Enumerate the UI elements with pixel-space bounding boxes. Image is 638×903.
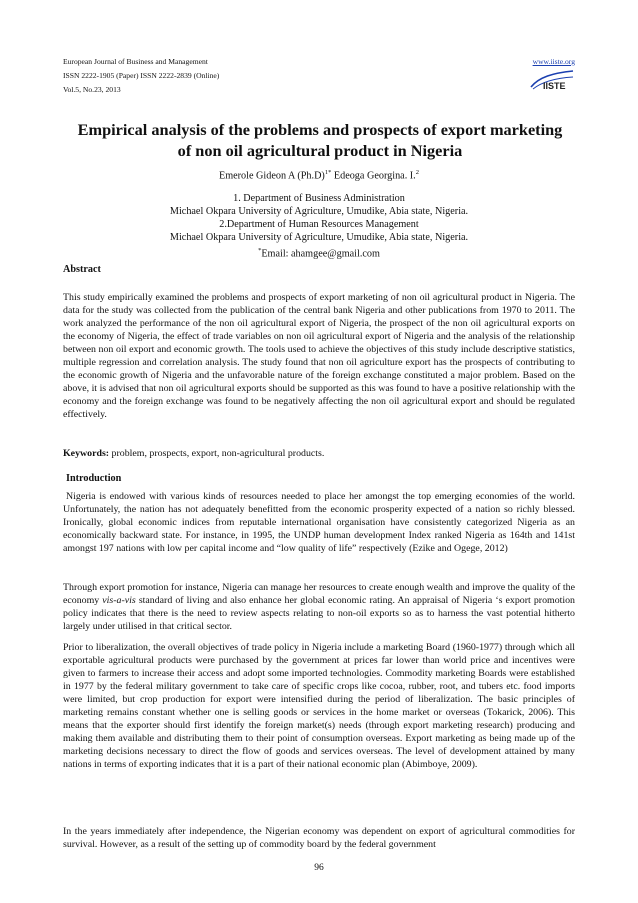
abstract-heading: Abstract xyxy=(63,264,101,275)
intro-paragraph-2 xyxy=(63,582,575,634)
author-line xyxy=(63,166,575,182)
logo-text: IISTE xyxy=(543,81,566,91)
email-marker: * xyxy=(258,246,262,254)
email-text[interactable]: Email: ahamgee@gmail.com xyxy=(261,248,380,260)
journal-header xyxy=(63,55,575,97)
keywords-label: Keywords: xyxy=(63,448,110,459)
paper-title: Empirical analysis of the problems and prospects of export marketing of non oil agricultural product in Nigeria xyxy=(77,120,563,160)
p2-part-a: Through export promotion for instance, Nigeria can manage her resources to create enough wealth and improve the quality of the economy xyxy=(63,582,575,606)
p2-part-b: standard of living and also enhance her global economic rating. An appraisal of Nigeria ‘s export promotion policy indicates that there is the need to review aspects relating to non-oil exports so as to harness the vast potential hitherto largely under utilised in that critical sector. xyxy=(63,594,575,632)
intro-paragraph-4: In the years immediately after independence, the Nigerian economy was dependent on export of agricultural commodities for survival. However, as a result of the setting up of commodity board by the federal government xyxy=(63,826,575,850)
journal-name: European Journal of Business and Management xyxy=(63,57,208,66)
author-1: Emerole Gideon A (Ph.D) xyxy=(219,170,325,182)
abstract-body: This study empirically examined the problems and prospects of export marketing of non oil agricultural product in Nigeria. The data for the study was collected from the publication of the central bank Nigeria and other publications from 1970 to 2011. The work analyzed the performance of the non oil agricultural export of Nigeria, the prospect of the non oil agricultural exports on the economy of Nigeria, the effect of trade variables on non oil agricultural export of Nigeria and the analysis of the relationship between non oil export and economic growth. The tools used to achieve the objectives of this study include descriptive statistics, multiple regression and correlation analysis. The study found that non oil agriculture export has the prospects of contributing to the economic growth of Nigeria and the unfavorable nature of the foreign exchange constituted a major problem. Based on the above, it is advised that non oil agricultural exports should be supported as this was found to have a positive relationship with the economy and the foreign exchange was found to be negatively affecting the non oil agricultural export and should be regulated effectively. xyxy=(63,292,575,420)
affiliation-1-dept: 1. Department of Business Administration xyxy=(233,193,405,204)
journal-issn: ISSN 2222-1905 (Paper) ISSN 2222-2839 (Online) xyxy=(63,71,220,80)
keywords xyxy=(63,448,575,461)
affiliation-2-dept: 2.Department of Human Resources Management xyxy=(219,218,419,230)
author-1-marker: 1* xyxy=(324,169,332,176)
intro-paragraph-1: Nigeria is endowed with various kinds of resources needed to place her amongst the top emerging economies of the world. Unfortunately, the nation has not adequately benefitted from the economic prosperity expected of a nation so richly blessed. Ironically, global economic indices from reputable international organisation have consistently categorized Nigeria as an economically backward state. For instance, in 1995, the UNDP human development Index ranked Nigeria as 164th and 141st amongst 197 nations with low per capital income and “low quality of life” respectively (Ezike and Ogege, 2012) xyxy=(63,491,575,554)
journal-url-link[interactable]: www.iiste.org xyxy=(532,57,575,66)
page-number: 96 xyxy=(314,863,324,873)
author-2: Edeoga Georgina. I. xyxy=(331,170,416,182)
affiliations xyxy=(63,193,575,261)
iiste-logo xyxy=(529,69,575,91)
affiliation-1-univ: Michael Okpara University of Agriculture, Umudike, Abia state, Nigeria. xyxy=(169,205,469,217)
p2-emphasis: vis-a-vis xyxy=(102,594,136,606)
affiliation-2-univ: Michael Okpara University of Agriculture, Umudike, Abia state, Nigeria. xyxy=(169,231,469,243)
journal-volume: Vol.5, No.23, 2013 xyxy=(63,85,121,94)
introduction-heading: Introduction xyxy=(66,473,122,484)
keywords-text: problem, prospects, export, non-agricultural products. xyxy=(109,448,325,459)
author-2-marker: 2 xyxy=(415,169,419,176)
intro-paragraph-3: Prior to liberalization, the overall objectives of trade policy in Nigeria include a marketing Board (1960-1977) through which all exportable agricultural products were purchased by the government at prices far lower than world price and incentives were given to farmers to increase their access and adopt some imported technologies. Commodity marketing Boards were established in 1977 by the federal military government to take care of specific crops like cocoa, rubber, root, and tubers etc. food imports were limited, but crop production for export were intensified during the period of liberalization. The basic principles of marketing remains constant whether one is selling goods or services in the home market or overseas (Tokarick, 2006). This means that the exporter should first identify the foreign market(s) needs (through export marketing research) producing and making them available and distributing them to their point of consumption overseas. Export marketing as being made up of the marketing decisions necessary to direct the flow of goods and services overseas. The level of development attained by many nations in terms of exporting indicates that it is a part of their national economic plan (Abimboye, 2009). xyxy=(63,642,575,770)
corresponding-email xyxy=(63,245,575,261)
